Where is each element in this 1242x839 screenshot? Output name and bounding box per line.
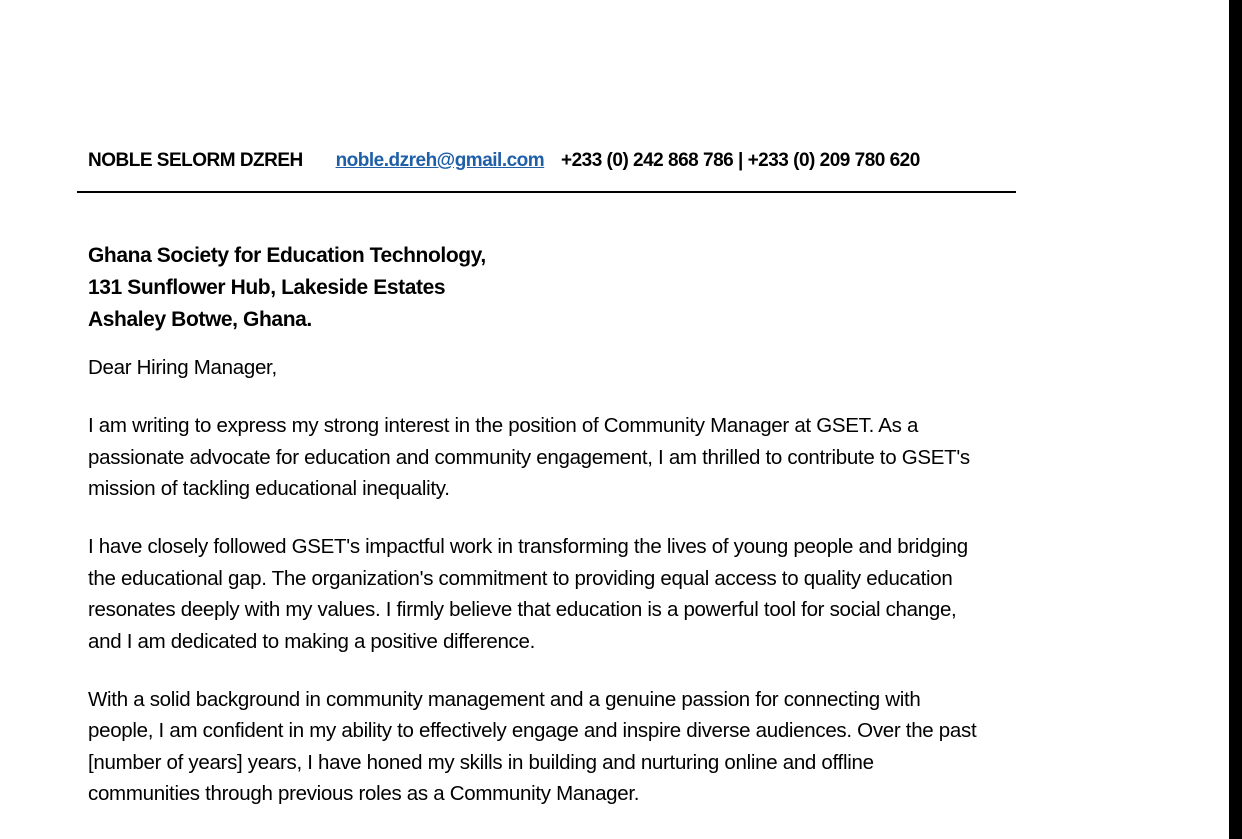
sender-email-link[interactable]: noble.dzreh@gmail.com: [335, 150, 545, 171]
recipient-address: [88, 240, 486, 336]
body-paragraph: [88, 684, 1088, 810]
header-divider: [77, 191, 1016, 193]
body-paragraph: [88, 410, 1088, 505]
paragraph-line: people, I am confident in my ability to effectively engage and inspire diverse audiences. Over the past: [88, 719, 977, 742]
letterhead: [88, 148, 920, 174]
paragraph-line: and I am dedicated to making a positive difference.: [88, 629, 535, 653]
paragraph-line: With a solid background in community management and a genuine passion for connecting with: [88, 687, 921, 711]
sender-phone-numbers: +233 (0) 242 868 786 | +233 (0) 209 780 620: [560, 150, 920, 171]
paragraph-line: the educational gap. The organization's commitment to providing equal access to quality education: [88, 566, 953, 590]
recipient-address-line: 131 Sunflower Hub, Lakeside Estates: [88, 276, 446, 299]
paragraph-line: I have closely followed GSET's impactful work in transforming the lives of young people and bridging: [88, 535, 968, 558]
paragraph-line: passionate advocate for education and community engagement, I am thrilled to contribute to GSET's: [88, 445, 970, 469]
paragraph-line: mission of tackling educational inequality.: [88, 477, 450, 500]
window-edge-bar: [1229, 0, 1242, 839]
paragraph-line: resonates deeply with my values. I firmly believe that education is a powerful tool for social change,: [88, 598, 957, 621]
salutation: Dear Hiring Manager,: [88, 356, 277, 379]
letter-body: [88, 352, 1088, 836]
sender-name: NOBLE SELORM DZREH: [88, 150, 303, 171]
paragraph-line: [number of years] years, I have honed my skills in building and nurturing online and offline: [88, 750, 874, 774]
body-paragraph: [88, 531, 1088, 657]
paragraph-line: communities through previous roles as a Community Manager.: [88, 782, 640, 805]
recipient-address-line: Ashaley Botwe, Ghana.: [88, 308, 312, 331]
recipient-address-line: Ghana Society for Education Technology,: [88, 244, 486, 267]
paragraph-line: I am writing to express my strong interest in the position of Community Manager at GSET. As a: [88, 414, 919, 437]
